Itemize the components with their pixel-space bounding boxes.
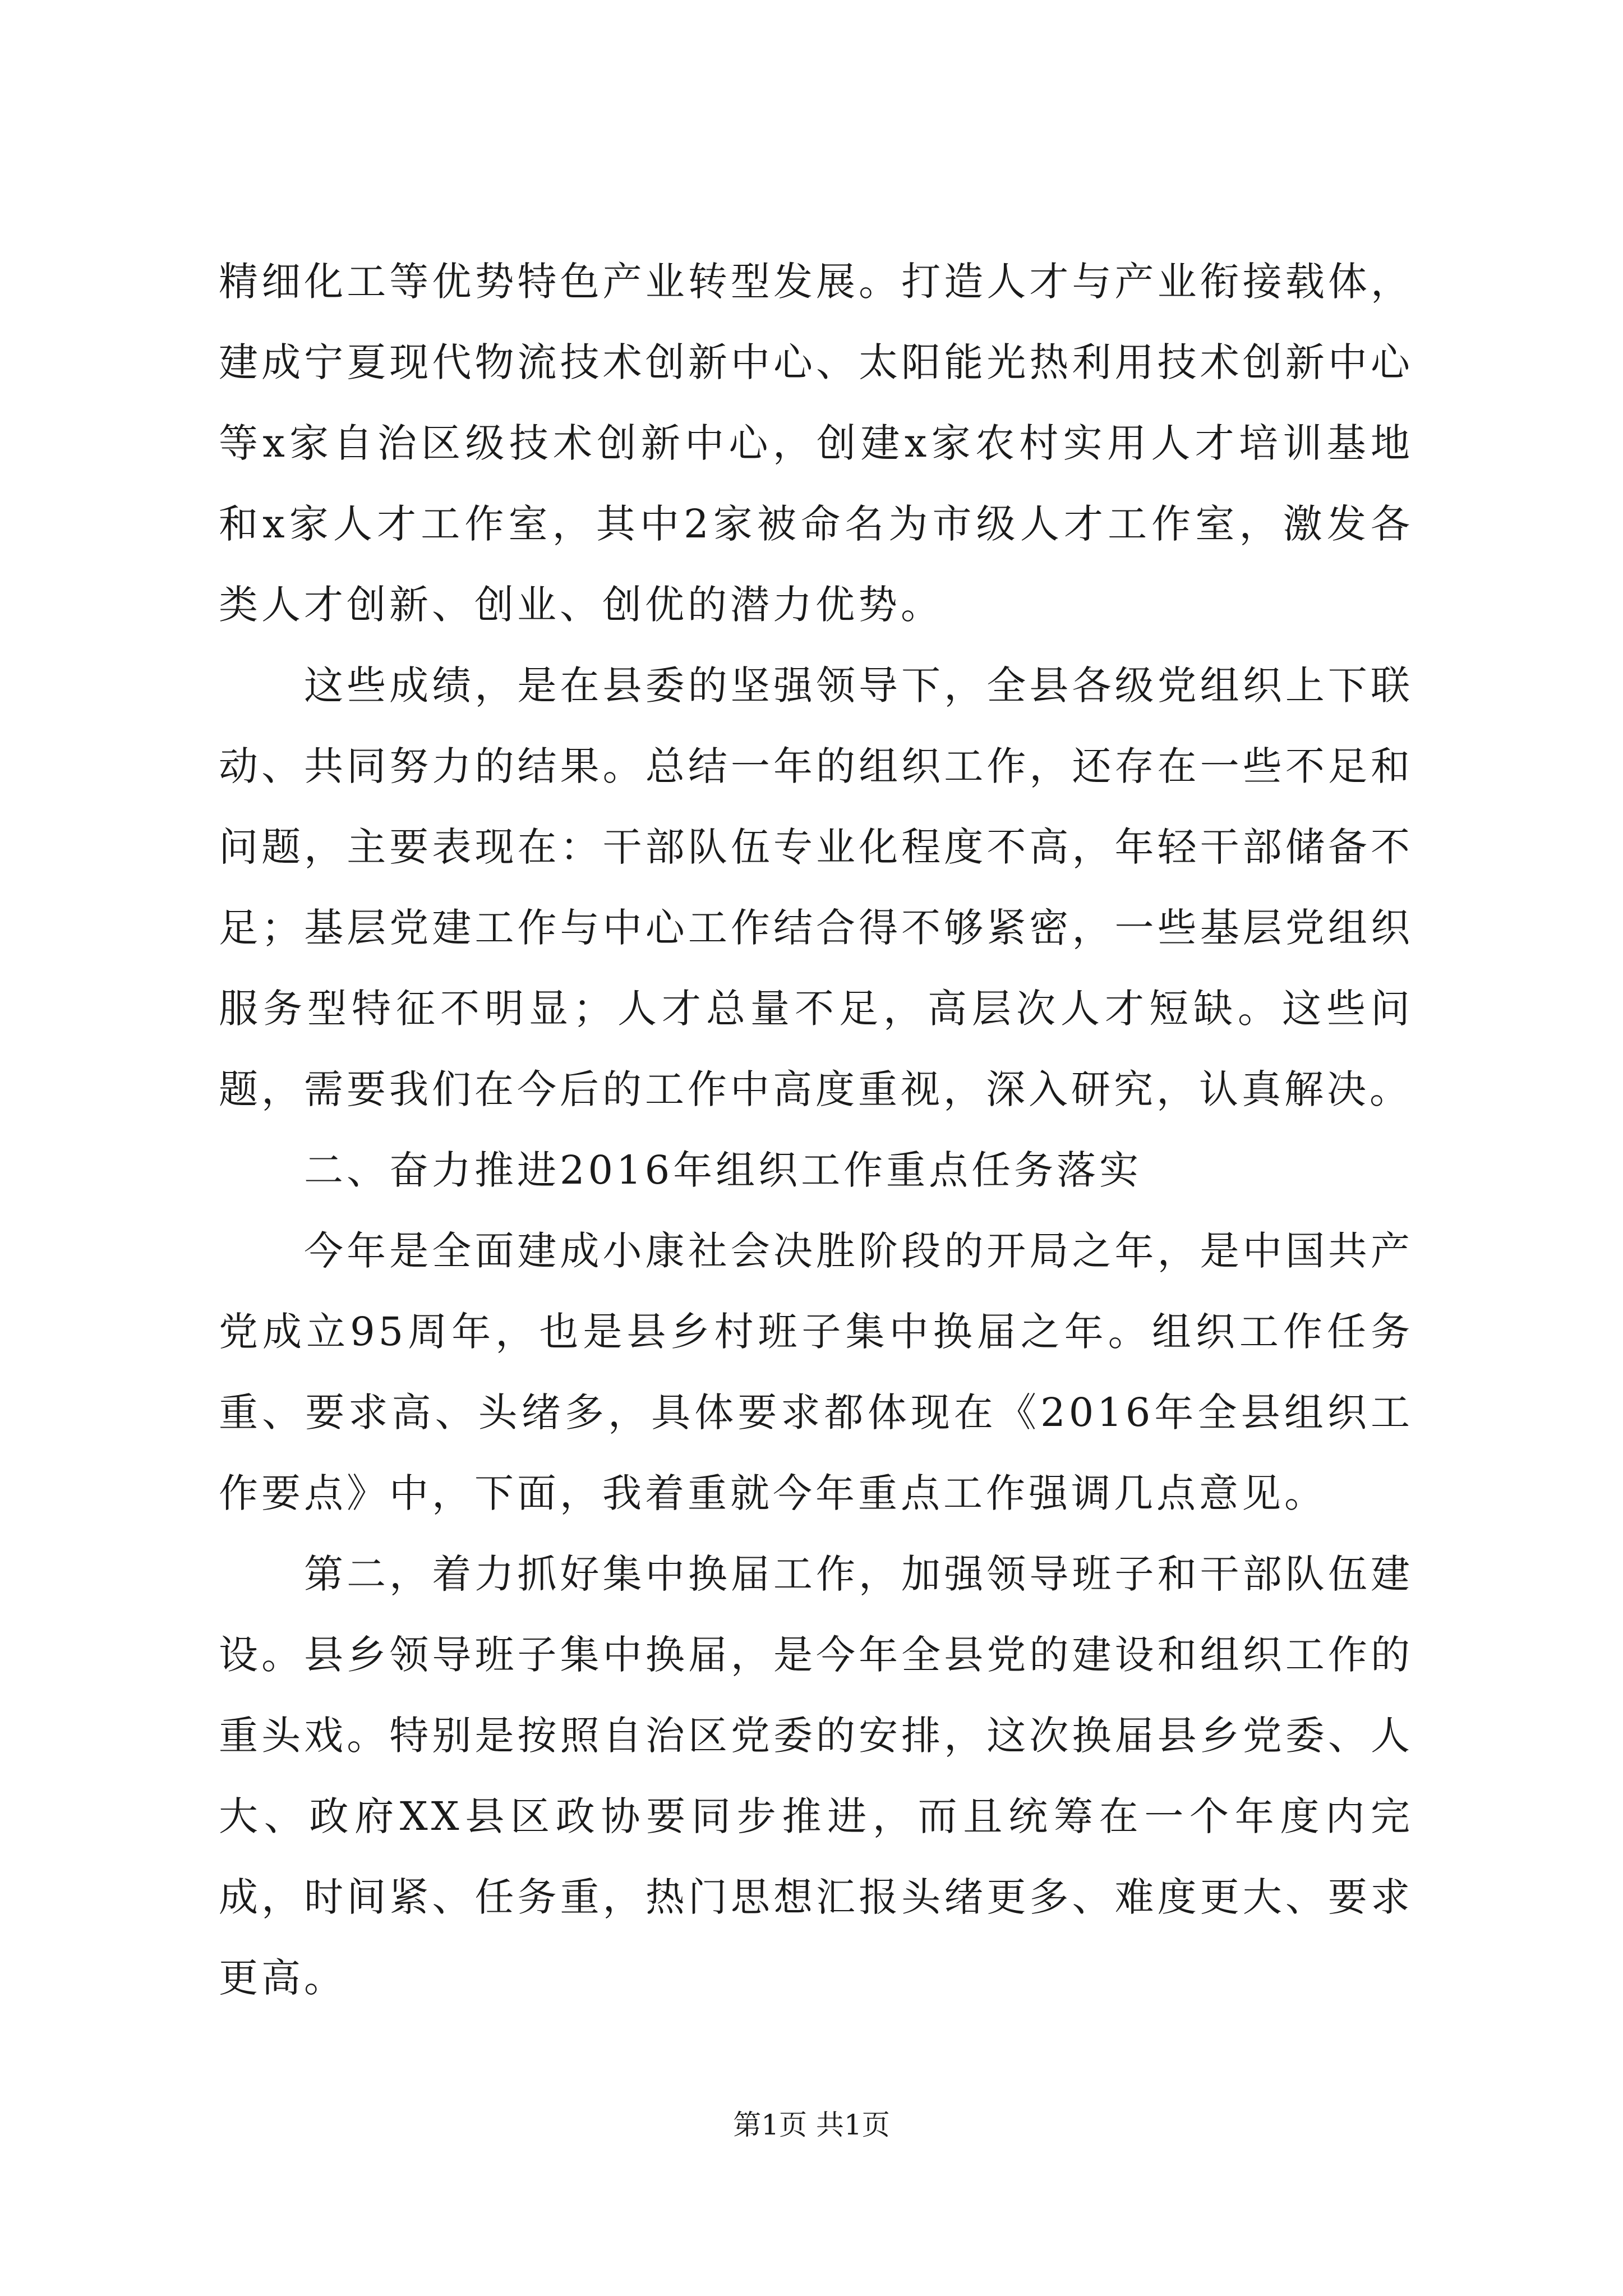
paragraph-achievements-summary: 这些成绩，是在县委的坚强领导下，全县各级党组织上下联动、共同努力的结果。总结一年的组织工作，还存在一些不足和问题，主要表现在：干部队伍专业化程度不高，年轻干部储备不足；基层党建工作与中心工作结合得不够紧密，一些基层党组织服务型特征不明显；人才总量不足，高层次人才短缺。这些问题，需要我们在今后的工作中高度重视，深入研究，认真解决。 <box>219 662 1413 1112</box>
section-heading: 二、奋力推进2016年组织工作重点任务落实 <box>304 1147 1142 1193</box>
paragraph-second-point: 第二，着力抓好集中换届工作，加强领导班子和干部队伍建设。县乡领导班子集中换届，是今年全县党的建设和组织工作的重头戏。特别是按照自治区党委的安排，这次换届县乡党委、人大、政府XX县区政协要同步推进，而且统筹在一个年度内完成，时间紧、任务重，热门思想汇报头绪更多、难度更大、要求更高。 <box>219 1551 1413 2001</box>
page-number-footer: 第1页 共1页 <box>733 2109 890 2141</box>
paragraph-continuation: 精细化工等优势特色产业转型发展。打造人才与产业衔接载体，建成宁夏现代物流技术创新中心、太阳能光热利用技术创新中心等x家自治区级技术创新中心，创建x家农村实用人才培训基地和x家人才工作室，其中2家被命名为市级人才工作室，激发各类人才创新、创业、创优的潜力优势。 <box>219 259 1413 628</box>
paragraph-year-overview: 今年是全面建成小康社会决胜阶段的开局之年，是中国共产党成立95周年，也是县乡村班子集中换届之年。组织工作任务重、要求高、头绪多，具体要求都体现在《2016年全县组织工作要点》中，下面，我着重就今年重点工作强调几点意见。 <box>219 1228 1413 1516</box>
document-body <box>219 241 1413 2018</box>
